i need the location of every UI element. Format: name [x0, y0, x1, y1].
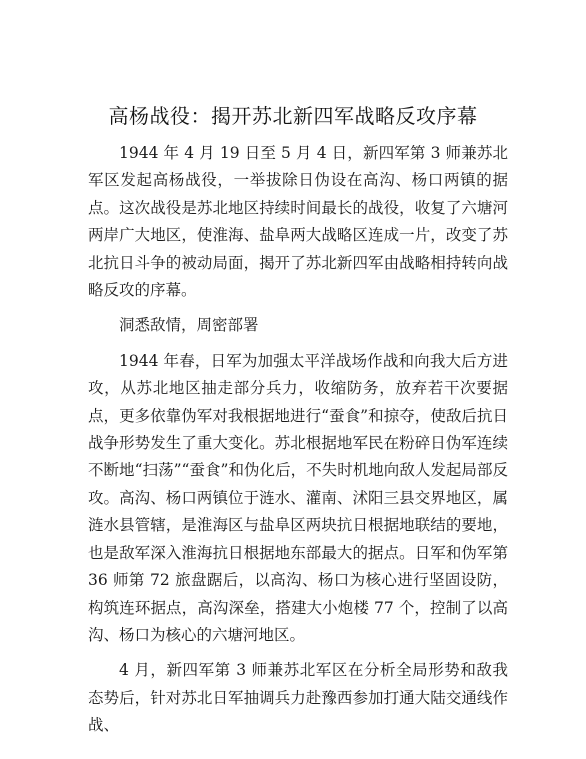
section-paragraph-2: 4 月，新四军第 3 师兼苏北军区在分析全局形势和敌我态势后，针对苏北日军抽调兵力赴豫西参加打通大陆交通线作战、	[88, 661, 508, 735]
intro-paragraph: 1944 年 4 月 19 日至 5 月 4 日，新四军第 3 师兼苏北军区发起高杨战役，一举拔除日伪设在高沟、杨口两镇的据点。这次战役是苏北地区持续时间最长的战役，收复了六塘河两岸广大地区，使淮海、盐阜两大战略区连成一片，改变了苏北抗日斗争的被动局面，揭开了苏北新四军由战略相持转向战略反攻的序幕。	[88, 144, 508, 300]
article-body	[88, 140, 508, 740]
section-paragraph-1: 1944 年春，日军为加强太平洋战场作战和向我大后方进攻，从苏北地区抽走部分兵力，收缩防务，放弃若干次要据点，更多依靠伪军对我根据地进行“蚕食”和掠夺，使敌后抗日战争形势发生了重大变化。苏北根据地军民在粉碎日伪军连续不断地“扫荡”“蚕食”和伪化后，不失时机地向敌人发起局部反攻。高沟、杨口两镇位于涟水、灌南、沭阳三县交界地区，属涟水县管辖，是淮海区与盐阜区两块抗日根据地联结的要地，也是敌军深入淮海抗日根据地东部最大的据点。日军和伪军第 36 师第 72 旅盘踞后，以高沟、杨口为核心进行坚固设防，构筑连环据点，高沟深垒，搭建大小炮楼 77 个，控制了以高沟、杨口为核心的六塘河地区。	[88, 351, 508, 644]
section-heading: 洞悉敌情，周密部署	[119, 316, 259, 335]
page-title: 高杨战役：揭开苏北新四军战略反攻序幕	[108, 104, 478, 128]
